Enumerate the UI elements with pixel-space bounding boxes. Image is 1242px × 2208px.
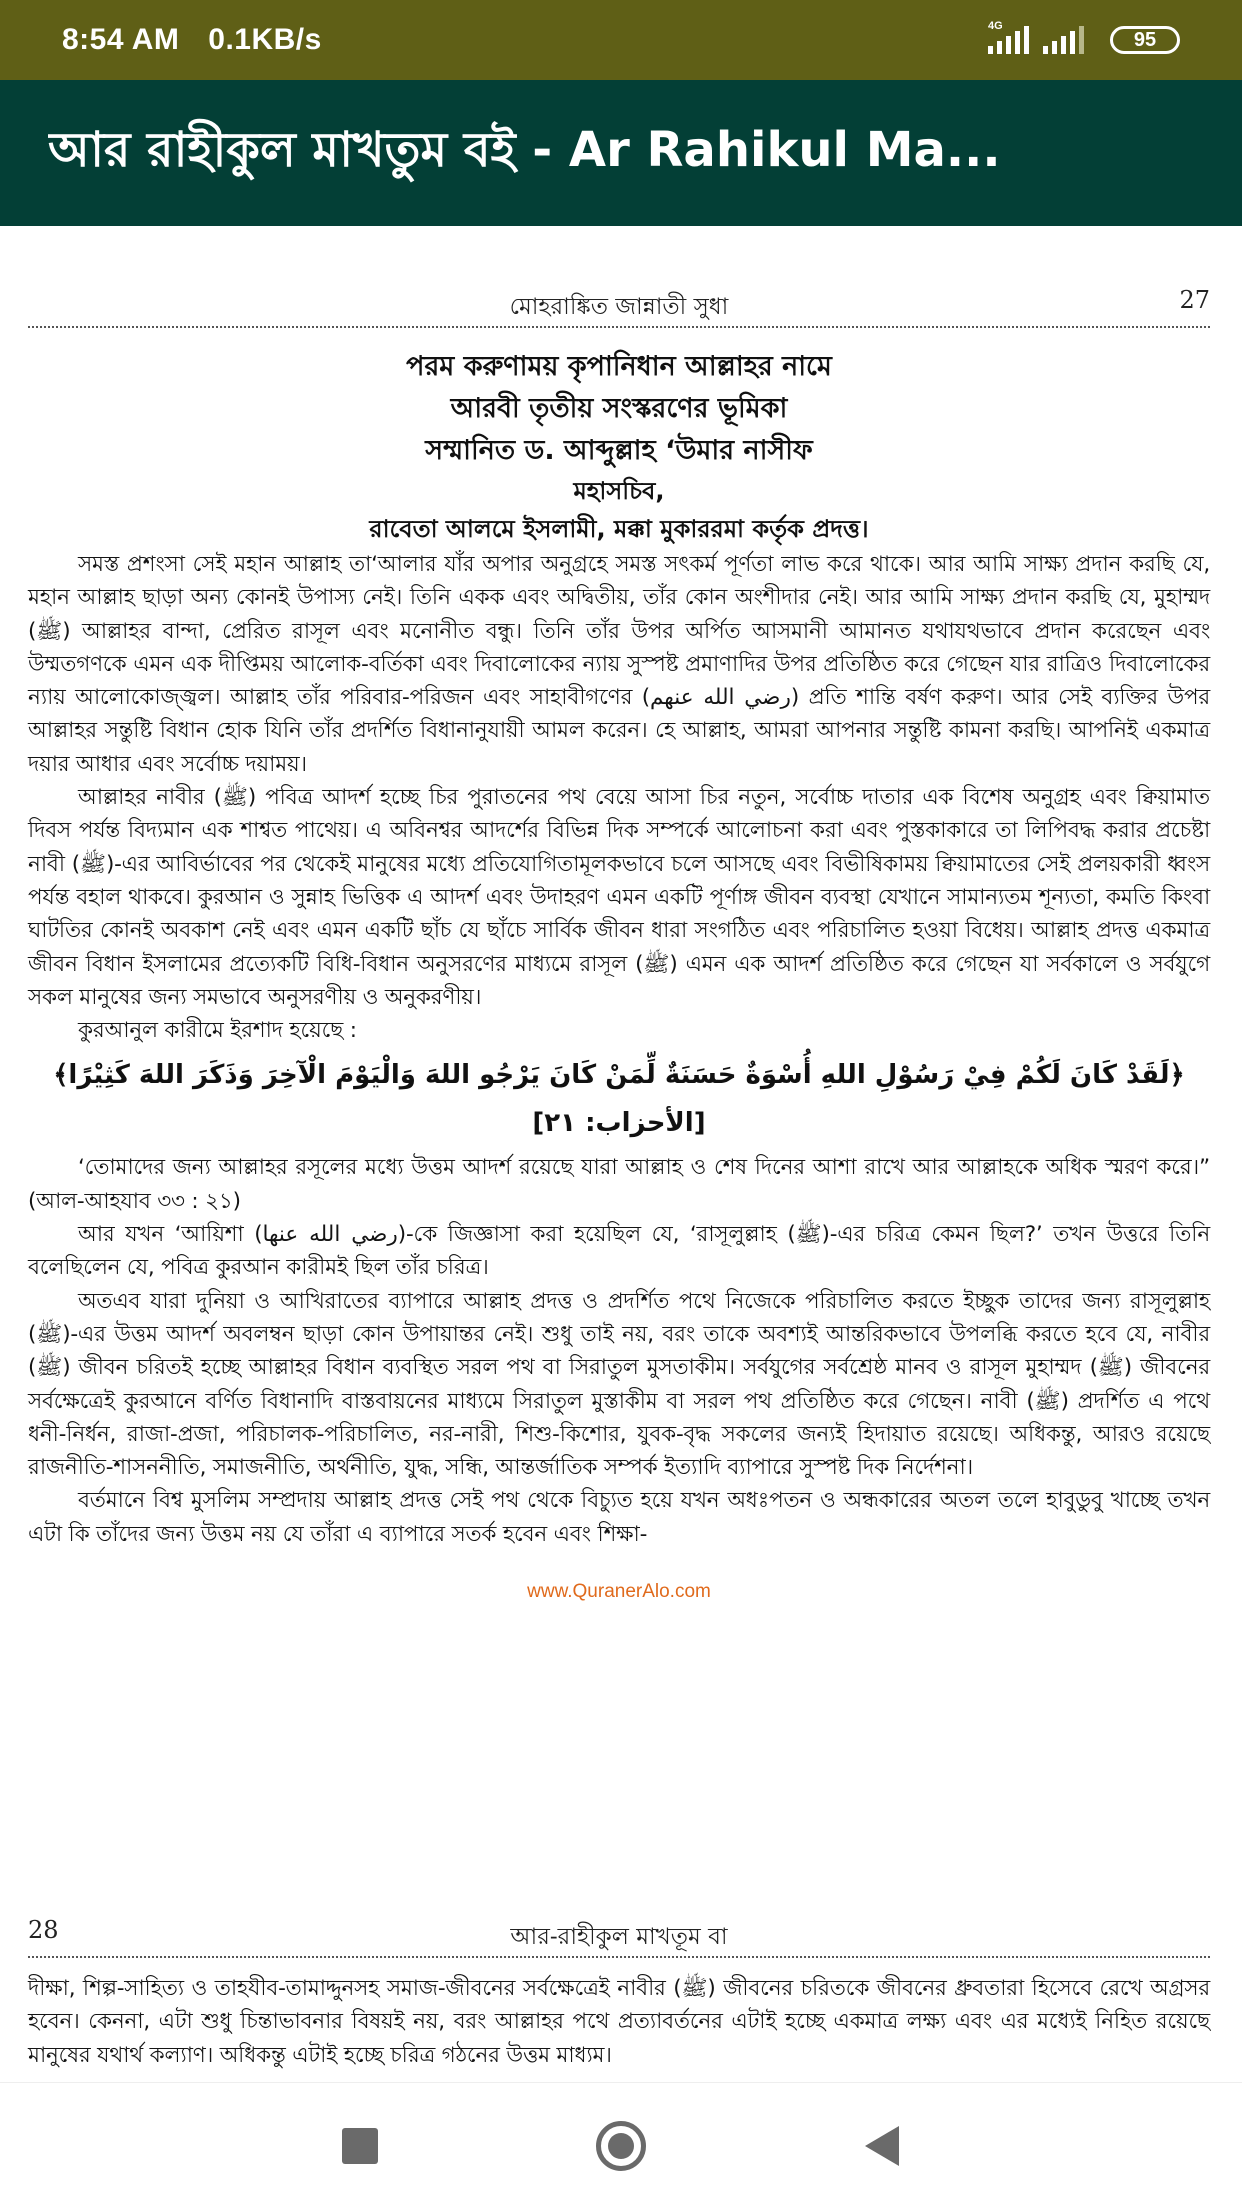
status-speed: 0.1KB/s (208, 23, 322, 56)
paragraph-6: অতএব যারা দুনিয়া ও আখিরাতের ব্যাপারে আল্লাহ প্রদত্ত ও প্রদর্শিত পথে নিজেকে পরিচালিত করতে ইচ্ছুক তাদের জন্য রাসূলুল্লাহ (ﷺ)-এর উত্তম আদর্শ অবলম্বন ছাড়া কোন উপায়ান্তর নেই। শুধু তাই নয়, বরং তাকে অবশ্যই আন্তরিকভাবে উপলব্ধি করতে হবে যে, নাবীর (ﷺ) জীবন চরিতই হচ্ছে আল্লাহর বিধান ব্যবস্থিত সরল পথ বা সিরাতুল মুসতাকীম। সর্বযুগের সর্বশ্রেষ্ঠ মানব ও রাসূল মুহাম্মদ (ﷺ) জীবনের সর্বক্ষেত্রেই কুরআনে বর্ণিত বিধানাদি বাস্তবায়নের মাধ্যমে সিরাতুল মুস্তাকীম বা সরল পথ প্রতিষ্ঠিত করে গেছেন। নাবী (ﷺ) প্রদর্শিত এ পথে ধনী-নির্ধন, রাজা-প্রজা, পরিচালক-পরিচালিত, নর-নারী, শিশু-কিশোর, যুবক-বৃদ্ধ সকলের জন্যই হিদায়াত রয়েছে। অধিকন্তু, আরও রয়েছে রাজনীতি-শাসননীতি, সমাজনীতি, অর্থনীতি, যুদ্ধ, সন্ধি, আন্তর্জাতিক সম্পর্ক ইত্যাদি ব্যাপারে সুস্পষ্ট দিক নির্দেশনা। (28, 1288, 1210, 1481)
signal-icon (1043, 26, 1084, 54)
status-time: 8:54 AM (62, 23, 180, 56)
navigation-bar (0, 2082, 1242, 2208)
paragraph-7: বর্তমানে বিশ্ব মুসলিম সম্প্রদায় আল্লাহ প্রদত্ত সেই পথ থেকে বিচ্যুত হয়ে যখন অধঃপতন ও অন্ধকারের অতল তলে হাবুডুবু খাচ্ছে তখন এটা কি তাঁদের জন্য উত্তম নয় যে তাঁরা এ ব্যাপারে সতর্ক হবেন এবং শিক্ষা- (28, 1488, 1210, 1547)
book-page-27 (28, 282, 1210, 1603)
network-type-label: 4G (988, 20, 1003, 32)
heading-line-2: আরবী তৃতীয় সংস্করণের ভূমিকা (450, 393, 788, 424)
arabic-verse: ﴿لَقَدْ كَانَ لَكُمْ فِيْ رَسُوْلِ اللهِ أُسْوَةٌ حَسَنَةٌ لِّمَنْ كَانَ يَرْجُو اللهَ وَالْيَوْمَ الْآخِرَ وَذَكَرَ اللهَ كَثِيْرًا﴾ [الأحزاب: ٢١] (53, 1060, 1185, 1139)
circle-home-icon (596, 2121, 646, 2171)
page-number: 27 (1179, 286, 1210, 314)
signal-4g-icon (988, 20, 1029, 54)
app-bar (0, 80, 1242, 226)
battery-level: 95 (1133, 28, 1157, 51)
book-page-28 (28, 1912, 1210, 2072)
status-bar (0, 0, 1242, 80)
book-page-viewer[interactable] (0, 226, 1242, 2082)
status-right (988, 20, 1180, 54)
paragraph-2: আল্লাহর নাবীর (ﷺ) পবিত্র আদর্শ হচ্ছে চির পুরাতনের পথ বেয়ে আসা চির নতুন, সর্বোচ্চ দাতার এক বিশেষ অনুগ্রহ এবং ক্বিয়ামাত দিবস পর্যন্ত বিদ্যমান এক শাশ্বত পাথেয়। এ অবিনশ্বর আদর্শের বিভিন্ন দিক সম্পর্কে আলোচনা করা এবং পুস্তকাকারে তা লিপিবদ্ধ করার প্রচেষ্টা নাবী (ﷺ)-এর আবির্ভাবের পর থেকেই মানুষের মধ্যে প্রতিযোগিতামূলকভাবে চলে আসছে এবং বিভীষিকাময় ক্বিয়ামাতের সেই প্রলয়কারী ধ্বংস পর্যন্ত বহাল থাকবে। কুরআন ও সুন্নাহ ভিত্তিক এ আদর্শ এবং উদাহরণ এমন একটি পূর্ণাঙ্গ জীবন ব্যবস্থা যেখানে সামান্যতম শূন্যতা, কমতি কিংবা ঘাটতির কোনই অবকাশ নেই এবং এমন একটি ছাঁচ যে ছাঁচে সার্বিক জীবন ধারা সংগঠিত এবং পরিচালিত হওয়া বিধেয়। আল্লাহ প্রদত্ত একমাত্র জীবন বিধান ইসলামের প্রত্যেকটি বিধি-বিধান অনুসরণের মাধ্যমে রাসূল (ﷺ) এমন এক আদর্শ প্রতিষ্ঠিত করে গেছেন যা সর্বকালে ও সর্বযুগে সকল মানুষের জন্য সমভাবে অনুসরণীয় ও অনুকরণীয়। (28, 785, 1211, 1010)
preface-heading (28, 346, 1210, 548)
watermark-url: www.QuranerAlo.com (527, 1581, 711, 1603)
heading-line-1: পরম করুণাময় কৃপানিধান আল্লাহর নামে (406, 351, 832, 382)
triangle-back-icon (865, 2126, 899, 2166)
page-number-28: 28 (28, 1916, 59, 1944)
home-button[interactable] (591, 2116, 651, 2176)
paragraph-page-28: দীক্ষা, শিল্প-সাহিত্য ও তাহযীব-তামাদ্দুনসহ সমাজ-জীবনের সর্বক্ষেত্রেই নাবীর (ﷺ) জীবনের চরিতকে জীবনের ধ্রুবতারা হিসেবে রেখে অগ্রসর হবেন। কেননা, এটা শুধু চিন্তাভাবনার বিষয়ই নয়, বরং আল্লাহর পথে প্রত্যাবর্তনের এটাই হচ্ছে একমাত্র লক্ষ্য এবং এর মধ্যেই নিহিত রয়েছে মানুষের যথার্থ কল্যাণ। অধিকন্তু এটাই হচ্ছে চরিত্র গঠনের উত্তম মাধ্যম। (28, 1976, 1210, 2068)
square-recents-icon (342, 2128, 378, 2164)
app-title: আর রাহীকুল মাখতুম বই - Ar Rahikul Ma... (48, 121, 1001, 178)
heading-line-5: রাবেতা আলমে ইসলামী, মক্কা মুকাররমা কর্তৃক প্রদত্ত। (369, 515, 869, 543)
paragraph-5: আর যখন ‘আয়িশা (رضي الله عنها)-কে জিজ্ঞাসা করা হয়েছিল যে, ‘রাসূলুল্লাহ (ﷺ)-এর চরিত্র কেমন ছিল?’ তখন উত্তরে তিনি বলেছিলেন যে, পবিত্র কুরআন কারীমই ছিল তাঁর চরিত্র। (28, 1222, 1211, 1281)
page-header-28 (28, 1912, 1210, 1952)
paragraph-4: ‘তোমাদের জন্য আল্লাহর রসূলের মধ্যে উত্তম আদর্শ রয়েছে যারা আল্লাহ ও শেষ দিনের আশা রাখে আর আল্লাহকে অধিক স্মরণ করে।” (আল-আহযাব ৩৩ : ২১) (28, 1155, 1210, 1214)
recents-button[interactable] (330, 2116, 390, 2176)
heading-line-4: মহাসচিব, (573, 477, 665, 505)
battery-icon (1110, 26, 1180, 54)
back-button[interactable] (852, 2116, 912, 2176)
status-left (62, 23, 342, 57)
page-header-title-28: আর-রাহীকুল মাখতূম বা (510, 1924, 728, 1950)
page-header-title: মোহরাঙ্কিত জান্নাতী সুধা (509, 294, 729, 320)
paragraph-3: কুরআনুল কারীমে ইরশাদ হয়েছে : (78, 1018, 357, 1044)
heading-line-3: সম্মানিত ড. আব্দুল্লাহ ‘উমার নাসীফ (425, 435, 813, 466)
page-header (28, 282, 1210, 322)
paragraph-1: সমস্ত প্রশংসা সেই মহান আল্লাহ তা‘আলার যাঁর অপার অনুগ্রহে সমস্ত সৎকর্ম পূর্ণতা লাভ করে থাকে। আর আমি সাক্ষ্য প্রদান করছি যে, মহান আল্লাহ ছাড়া অন্য কোনই উপাস্য নেই। তিনি একক এবং অদ্বিতীয়, তাঁর কোন অংশীদার নেই। আর আমি সাক্ষ্য প্রদান করছি যে, মুহাম্মদ (ﷺ) আল্লাহর বান্দা, প্রেরিত রাসূল এবং মনোনীত বন্ধু। তিনি তাঁর উপর অর্পিত আসমানী আমানত যথাযথভাবে প্রদান করেছেন এবং উম্মতগণকে এমন এক দীপ্তিময় আলোক-বর্তিকা এবং দিবালোকের ন্যায় সুস্পষ্ট প্রমাণাদির উপর প্রতিষ্ঠিত করে গেছেন যার রাত্রিও দিবালোকের ন্যায় আলোকোজ্জ্বল। আল্লাহ তাঁর পরিবার-পরিজন এবং সাহাবীগণের (رضي الله عنهم) প্রতি শান্তি বর্ষণ করুণ। আর সেই ব্যক্তির উপর আল্লাহর সন্তুষ্টি বিধান হোক যিনি তাঁর প্রদর্শিত বিধানানুযায়ী আমল করেন। হে আল্লাহ, আমরা আপনার সন্তুষ্টি কামনা করছি। আপনিই একমাত্র দয়ার আধার এবং সর্বোচ্চ দয়াময়। (28, 552, 1210, 777)
